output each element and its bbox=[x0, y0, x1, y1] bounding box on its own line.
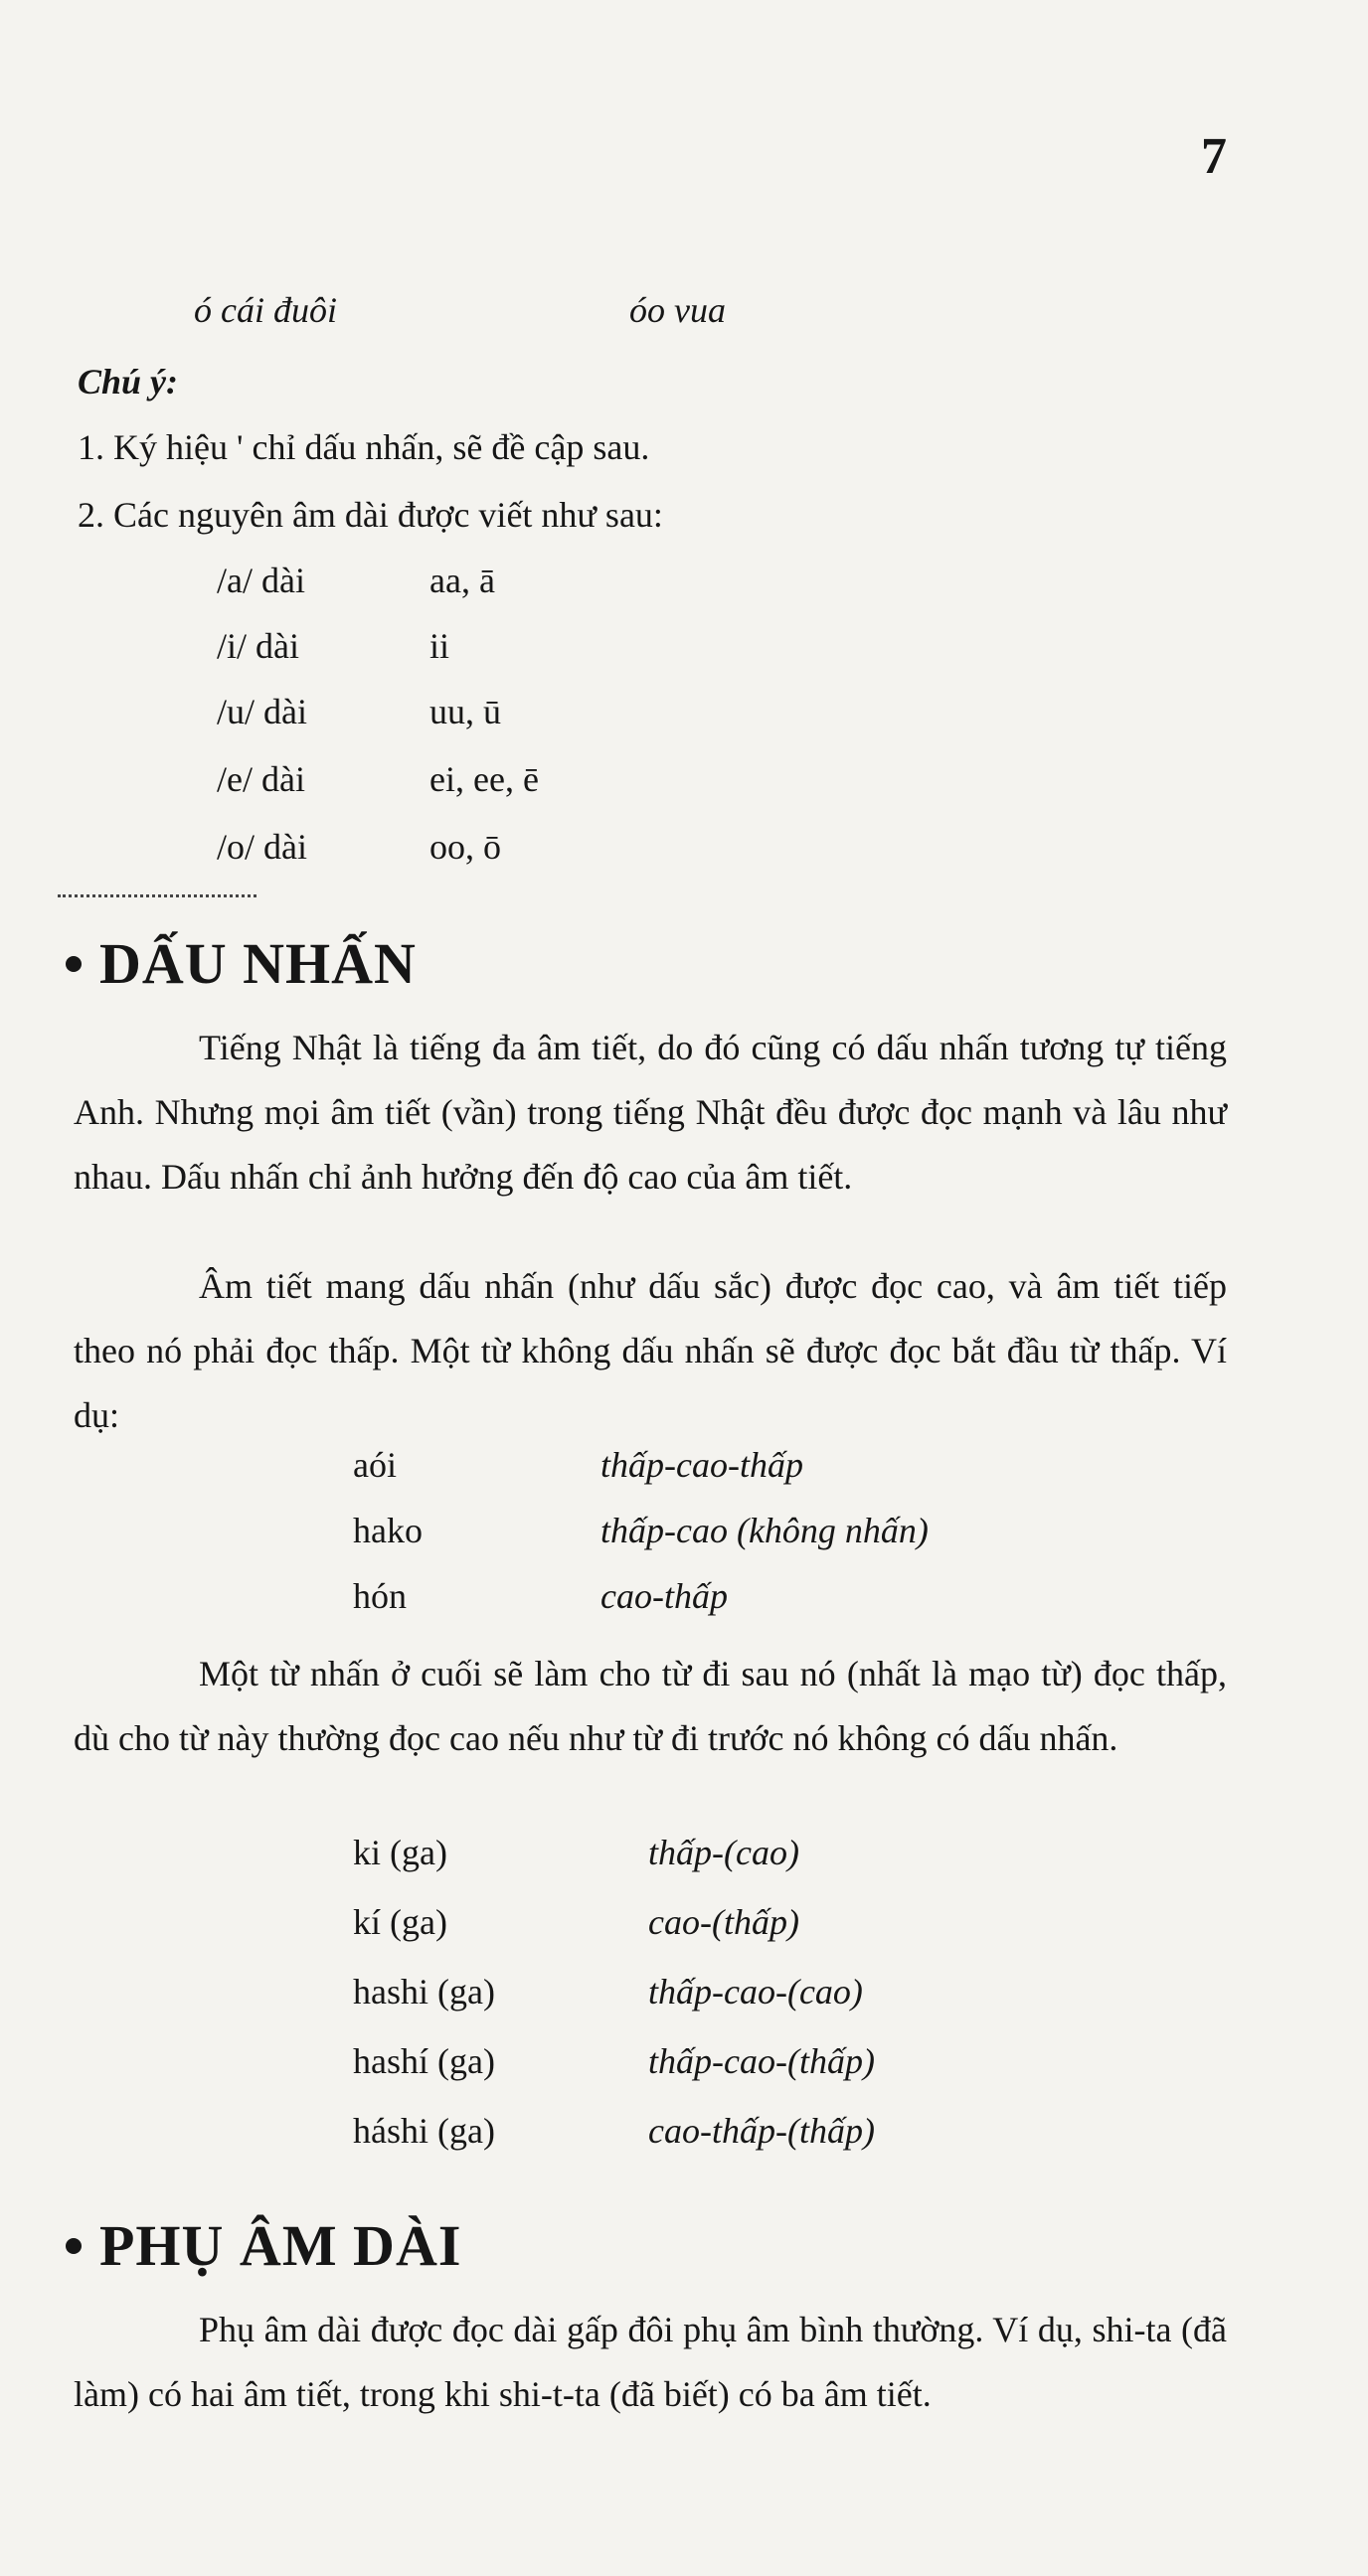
example-pattern: thấp-cao-thấp bbox=[600, 1445, 803, 1485]
accent-paragraph-3: Một từ nhấn ở cuối sẽ làm cho từ đi sau nó (nhất là mạo từ) đọc thấp, dù cho từ này thường đọc cao nếu như từ đi trước nó không có dấu nhấn. bbox=[74, 1654, 1227, 1758]
example-pattern: thấp-cao-(cao) bbox=[648, 1972, 863, 2012]
page-number: 7 bbox=[1201, 128, 1227, 185]
note-item-2: 2. Các nguyên âm dài được viết như sau: bbox=[78, 495, 663, 535]
consonant-heading-text: PHỤ ÂM DÀI bbox=[99, 2213, 462, 2278]
example-pattern: cao-thấp-(thấp) bbox=[648, 2111, 875, 2151]
accent-paragraph-2: Âm tiết mang dấu nhấn (như dấu sắc) được đọc cao, và âm tiết tiếp theo nó phải đọc thấp. Một từ không dấu nhấn sẽ được đọc bắt đầu từ thấp. Ví dụ: bbox=[74, 1266, 1227, 1435]
bullet-icon bbox=[66, 2238, 82, 2254]
bullet-icon bbox=[66, 956, 82, 972]
example-pattern: cao-(thấp) bbox=[648, 1902, 799, 1942]
example-word: kí (ga) bbox=[353, 1902, 447, 1942]
vowel-value: aa, ā bbox=[429, 561, 495, 600]
example-word: hashi (ga) bbox=[353, 1972, 495, 2012]
vowel-value: oo, ō bbox=[429, 827, 501, 867]
consonant-paragraph-1: Phụ âm dài được đọc dài gấp đôi phụ âm bình thường. Ví dụ, shi-ta (đã làm) có hai âm tiết, trong khi shi-t-ta (đã biết) có ba âm tiết. bbox=[74, 2310, 1227, 2414]
example-word: hashí (ga) bbox=[353, 2041, 495, 2081]
vowel-label: /o/ dài bbox=[217, 827, 307, 867]
example-pattern: thấp-cao (không nhấn) bbox=[600, 1511, 929, 1550]
example-pattern: thấp-cao-(thấp) bbox=[648, 2041, 875, 2081]
example-word: hako bbox=[353, 1511, 423, 1550]
example-pattern: cao-thấp bbox=[600, 1576, 728, 1616]
example-right-text: óo vua bbox=[629, 290, 726, 330]
accent-paragraph-1: Tiếng Nhật là tiếng đa âm tiết, do đó cũng có dấu nhấn tương tự tiếng Anh. Nhưng mọi âm tiết (vần) trong tiếng Nhật đều được đọc mạnh và lâu như nhau. Dấu nhấn chỉ ảnh hưởng đến độ cao của âm tiết. bbox=[74, 1028, 1227, 1197]
example-pattern: thấp-(cao) bbox=[648, 1833, 799, 1872]
vowel-label: /i/ dài bbox=[217, 626, 299, 666]
section-heading-consonant bbox=[66, 2212, 461, 2279]
example-word: háshi (ga) bbox=[353, 2111, 495, 2151]
vowel-value: uu, ū bbox=[429, 692, 501, 731]
divider bbox=[58, 894, 256, 897]
example-word: aói bbox=[353, 1445, 397, 1485]
example-left-text: ó cái đuôi bbox=[194, 290, 337, 330]
vowel-value: ii bbox=[429, 626, 450, 666]
example-word: hón bbox=[353, 1576, 407, 1616]
vowel-label: /a/ dài bbox=[217, 561, 305, 600]
section-heading-accent bbox=[66, 930, 417, 997]
note-heading: Chú ý: bbox=[78, 362, 179, 402]
vowel-label: /u/ dài bbox=[217, 692, 307, 731]
example-word: ki (ga) bbox=[353, 1833, 447, 1872]
vowel-value: ei, ee, ē bbox=[429, 759, 539, 799]
accent-heading-text: DẤU NHẤN bbox=[99, 931, 417, 996]
note-item-1: 1. Ký hiệu ' chỉ dấu nhấn, sẽ đề cập sau. bbox=[78, 427, 650, 467]
vowel-label: /e/ dài bbox=[217, 759, 305, 799]
